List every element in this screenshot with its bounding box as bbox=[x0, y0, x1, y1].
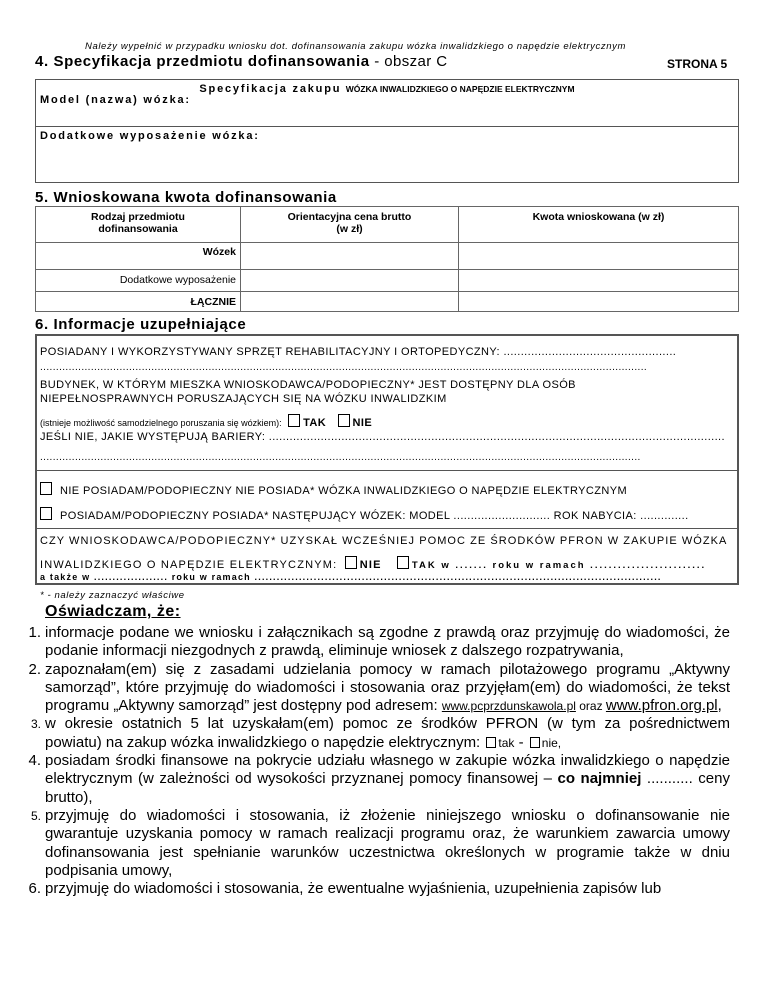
declaration-item: 1. informacje podane we wniosku i załącznikach są zgodne z prawdą oraz przyjmuję do wiadomości, że podanie informacji niezgodnych z prawdą, eliminuje wniosek z dalszego rozpatrywania, bbox=[28, 624, 730, 660]
prior-aid-line-1: CZY WNIOSKODAWCA/PODOPIECZNY* UZYSKAŁ WCZEŚNIEJ POMOC ZE ŚRODKÓW PFRON W ZAKUPIE WÓZKA bbox=[40, 535, 728, 547]
funding-col-type: Rodzaj przedmiotu dofinansowania bbox=[36, 207, 241, 243]
declaration-item: 3. w okresie ostatnich 5 lat uzyskałam(em) pomoc ze środków PFRON (w tym za pośrednictwem powiatu) na zakup wózka inwalidzkiego o napędzie elektrycznym: tak - nie, bbox=[30, 715, 730, 751]
prior-aid-line-2 bbox=[40, 556, 706, 571]
prior-aid-line-3: a także w .................... roku w ramach .............................................................................................................. bbox=[40, 572, 662, 582]
tak-checkbox[interactable] bbox=[288, 414, 300, 427]
section-6-title: 6. Informacje uzupełniające bbox=[35, 316, 247, 333]
prior-aid-question: INWALIDZKIEGO O NAPĘDZIE ELEKTRYCZNYM: bbox=[40, 559, 338, 571]
section-4-title: 4. Specyfikacja przedmiotu dofinansowania bbox=[35, 53, 370, 70]
has-wheelchair-row bbox=[40, 507, 689, 522]
funding-amount-cell[interactable] bbox=[459, 292, 739, 312]
pfron-link[interactable]: www.pfron.org.pl bbox=[605, 697, 718, 715]
funding-col-price: Orientacyjna cena brutto (w zł) bbox=[241, 207, 459, 243]
footnote: * - należy zaznaczyć właściwe bbox=[40, 590, 185, 601]
declaration-list bbox=[13, 624, 730, 898]
prior-nie-label: NIE bbox=[359, 559, 382, 571]
decl-tak-checkbox[interactable] bbox=[486, 737, 496, 748]
section-4-heading bbox=[35, 53, 447, 71]
section-4-suffix: - obszar C bbox=[369, 53, 448, 70]
building-line-1: BUDYNEK, W KTÓRYM MIESZKA WNIOSKODAWCA/PODOPIECZNY* JEST DOSTĘPNY DLA OSÓB bbox=[40, 379, 576, 391]
no-wheelchair-checkbox[interactable] bbox=[40, 482, 52, 495]
spec-box bbox=[35, 79, 739, 183]
declaration-item: 6. przyjmuję do wiadomości i stosowania, że ewentualne wyjaśnienia, uzupełnienia zapisów lub bbox=[28, 880, 662, 898]
info-divider-2 bbox=[36, 528, 738, 529]
model-label: Model (nazwa) wózka: bbox=[40, 94, 191, 106]
mobility-row bbox=[40, 414, 372, 429]
funding-price-cell[interactable] bbox=[241, 292, 459, 312]
funding-amount-cell[interactable] bbox=[459, 270, 739, 292]
funding-amount-cell[interactable] bbox=[459, 243, 739, 270]
funding-row-label: ŁĄCZNIE bbox=[36, 292, 241, 312]
prior-tak-label: TAK w ....... roku w ramach ......................... bbox=[411, 560, 707, 571]
funding-price-cell[interactable] bbox=[241, 270, 459, 292]
funding-price-cell[interactable] bbox=[241, 243, 459, 270]
declaration-item: 5. przyjmuję do wiadomości i stosowania, iż złożenie niniejszego wniosku o dofinansowanie nie gwarantuje uzyskania pomocy w ramach realizacji programu oraz, że warunkiem zawarcia umowy dofinansowania jest spełnianie warunków uczestnictwa określonych w programie także w dniu podpisania umowy, bbox=[30, 806, 730, 879]
page-label: STRONA 5 bbox=[667, 57, 728, 71]
no-wheelchair-label: NIE POSIADAM/PODOPIECZNY NIE POSIADA* WÓZKA INWALIDZKIEGO O NAPĘDZIE ELEKTRYCZNYM bbox=[60, 485, 628, 497]
has-wheelchair-label: POSIADAM/PODOPIECZNY POSIADA* NASTĘPUJĄCY WÓZEK: MODEL ............................ ROK NABYCIA: .............. bbox=[60, 510, 689, 522]
equipment-owned-line: POSIADANY I WYKORZYSTYWANY SPRZĘT REHABILITACYJNY I ORTOPEDYCZNY: .................................................. bbox=[40, 346, 677, 358]
section-5-title: 5. Wnioskowana kwota dofinansowania bbox=[35, 189, 337, 206]
funding-table bbox=[35, 206, 739, 312]
spec-heading-sub: WÓZKA INWALIDZKIEGO O NAPĘDZIE ELEKTRYCZNYM bbox=[345, 84, 575, 94]
spec-heading-main: Specyfikacja zakupu bbox=[199, 83, 342, 95]
equipment-label: Dodatkowe wyposażenie wózka: bbox=[40, 130, 260, 142]
nie-checkbox[interactable] bbox=[338, 414, 350, 427]
prior-tak-checkbox[interactable] bbox=[397, 556, 409, 569]
tak-label: TAK bbox=[303, 417, 327, 429]
funding-row-label: Dodatkowe wyposażenie bbox=[36, 270, 241, 292]
dots-line: ............................................................................................................................................................................................... bbox=[40, 362, 648, 373]
nie-label: NIE bbox=[352, 417, 373, 429]
has-wheelchair-checkbox[interactable] bbox=[40, 507, 52, 520]
declaration-title: Oświadczam, że: bbox=[45, 603, 181, 620]
pcpr-link[interactable]: www.pcprzdunskawola.pl bbox=[441, 699, 576, 714]
declaration-item: 4. posiadam środki finansowe na pokrycie udziału własnego w zakupie wózka inwalidzkiego o napędzie elektrycznym (w zależności od wysokości przyznanej pomocy finansowej – co najmniej ........... ceny brutto), bbox=[28, 752, 730, 806]
header-note: Należy wypełnić w przypadku wniosku dot. dofinansowania zakupu wózka inwalidzkiego o napędzie elektrycznym bbox=[85, 41, 626, 52]
funding-col-amount: Kwota wnioskowana (w zł) bbox=[459, 207, 739, 243]
spec-divider bbox=[36, 126, 738, 127]
mobility-note: (istnieje możliwość samodzielnego poruszania się wózkiem): bbox=[40, 418, 282, 428]
barriers-line: JEŚLI NIE, JAKIE WYSTĘPUJĄ BARIERY: .................................................................................................................................... bbox=[40, 431, 725, 443]
building-line-2: NIEPEŁNOSPRAWNYCH PORUSZAJĄCYCH SIĘ NA WÓZKU INWALIDZKIM bbox=[40, 393, 447, 405]
no-wheelchair-row bbox=[40, 482, 627, 497]
declaration-item: 2. zapoznałam(em) się z zasadami udzielania pomocy w ramach pilotażowego programu „Aktywny samorząd”, które przyjmuję do wiadomości i stosowania oraz przyjęłam(em) do wiadomości, że tekst programu „Aktywny samorząd” jest dostępny pod adresem: www.pcprzdunskawola.pl oraz www.pfron.org.pl, bbox=[28, 660, 730, 715]
funding-row-label: Wózek bbox=[36, 243, 241, 270]
info-divider bbox=[36, 470, 738, 471]
dots-line-2: ............................................................................................................................................................................................. bbox=[40, 452, 641, 463]
prior-nie-checkbox[interactable] bbox=[345, 556, 357, 569]
decl-nie-checkbox[interactable] bbox=[530, 737, 540, 748]
